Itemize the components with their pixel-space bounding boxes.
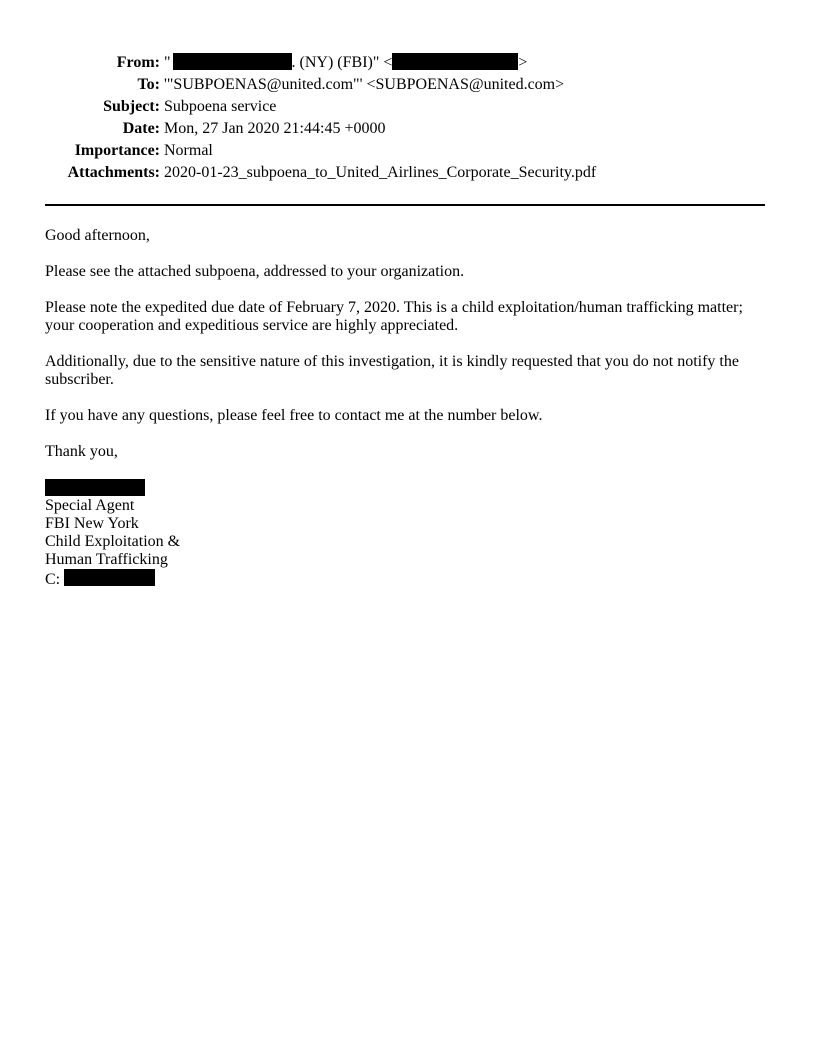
signature-name-row [45,479,765,497]
importance-label: Importance: [74,142,160,159]
date-value: Mon, 27 Jan 2020 21:44:45 +0000 [164,120,386,137]
attachment-filename: 2020-01-23_subpoena_to_United_Airlines_Corporate_Security.pdf [164,164,597,181]
body-paragraph: Please see the attached subpoena, addressed to your organization. [45,263,465,280]
signature-phone-row [45,569,765,587]
redacted-sender-email [392,53,518,70]
subject-label: Subject: [103,98,160,115]
redacted-signature-name [45,479,145,496]
redacted-phone-number [64,569,155,586]
importance-value: Normal [164,142,213,159]
header-divider [45,204,765,206]
to-label: To: [137,76,160,93]
to-row [0,74,816,96]
closing: Thank you, [45,443,118,460]
signature-unit-line2: Human Trafficking [45,551,168,568]
phone-label: C: [45,571,61,588]
body-paragraph: Please note the expedited due date of February 7, 2020. This is a child exploitation/human trafficking matter; your cooperation and expeditious service are highly appreciated. [45,299,743,334]
from-value: " . (NY) (FBI)" < > [164,54,528,71]
signature-unit-line1: Child Exploitation & [45,533,181,550]
body-paragraph: If you have any questions, please feel free to contact me at the number below. [45,407,543,424]
redacted-sender-name [173,53,292,70]
signature-title: Special Agent [45,497,135,514]
from-label: From: [116,54,160,71]
date-label: Date: [122,120,160,137]
body-paragraph: Additionally, due to the sensitive nature of this investigation, it is kindly requested that you do not notify the subscriber. [45,353,739,388]
attachments-row [0,162,816,184]
subject-value: Subpoena service [164,98,277,115]
signature-office: FBI New York [45,515,139,532]
date-row [0,118,816,140]
email-body [45,227,765,587]
subject-row [0,96,816,118]
signature-block [45,479,765,587]
importance-row [0,140,816,162]
from-row [0,52,816,74]
to-value: '"SUBPOENAS@united.com"' <SUBPOENAS@united.com> [164,76,565,93]
attachments-label: Attachments: [67,164,160,181]
email-header [0,52,816,184]
greeting: Good afternoon, [45,227,150,244]
